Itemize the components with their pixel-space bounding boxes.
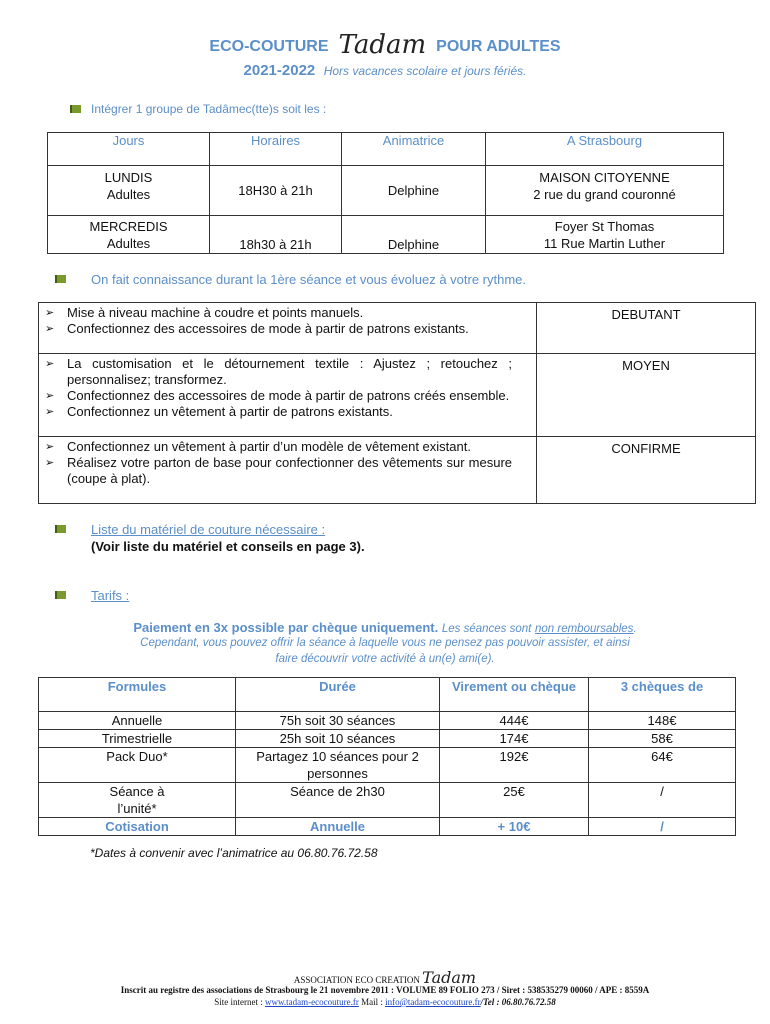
cotisation-duree: Annuelle <box>236 818 440 836</box>
green-bullet-icon <box>55 275 66 283</box>
green-bullet-icon <box>55 525 66 533</box>
hours-cell: 18H30 à 21h <box>210 166 342 216</box>
formule-cell: Pack Duo* <box>39 748 236 783</box>
level-content <box>39 354 537 437</box>
table-row <box>39 354 756 437</box>
footer-site-label: Site internet : <box>214 997 263 1007</box>
page-title <box>0 28 770 58</box>
website-link[interactable]: www.tadam-ecocouture.fr <box>264 997 359 1007</box>
day-cell <box>48 166 210 216</box>
cheques-cell: 64€ <box>589 748 736 783</box>
formule-cell: Annuelle <box>39 712 236 730</box>
virement-cell: 174€ <box>440 730 589 748</box>
table-row <box>48 216 724 254</box>
level-label: CONFIRME <box>537 437 756 504</box>
place-address: 11 Rue Martin Luther <box>543 236 666 251</box>
tarifs-table <box>38 677 736 836</box>
materials-note: (Voir liste du matériel et conseils en page 3). <box>91 539 365 554</box>
payment-bold: Paiement en 3x possible par chèque uniquement. <box>133 620 439 635</box>
footer-tadam-logo: Tadam <box>422 968 477 987</box>
tarifs-link[interactable]: Tarifs : <box>91 588 130 603</box>
list-item: ➢ Mise à niveau machine à coudre et points manuels. <box>45 305 512 321</box>
table-row <box>48 166 724 216</box>
teacher-cell: Delphine <box>342 166 486 216</box>
place-cell <box>486 216 724 254</box>
duree-cell: 25h soit 10 séances <box>236 730 440 748</box>
payment-italic-pre: Les séances sont <box>441 623 532 635</box>
payment-info <box>0 620 770 667</box>
green-bullet-icon <box>70 105 81 113</box>
level-content <box>39 303 537 354</box>
footer-mail-label: Mail : <box>361 997 383 1007</box>
table-row <box>39 783 736 818</box>
col-animatrice: Animatrice <box>342 133 486 166</box>
email-link[interactable]: info@tadam-ecocouture.fr <box>385 997 481 1007</box>
non-refundable-link[interactable]: non remboursables <box>534 623 634 635</box>
cheques-cell: 58€ <box>589 730 736 748</box>
col-formules: Formules <box>39 678 236 712</box>
list-item: ➢ Confectionnez un vêtement à partir de patrons existants. <box>45 404 512 420</box>
hours-cell: 18h30 à 21h <box>210 216 342 254</box>
levels-table <box>38 302 756 504</box>
col-lieu: A Strasbourg <box>486 133 724 166</box>
season-year: 2021-2022 <box>243 62 316 79</box>
list-item: ➢ Réalisez votre parton de base pour confectionner des vêtements sur mesure (coupe à plat). <box>45 455 512 487</box>
cheques-cell: / <box>589 783 736 818</box>
duree-cell: Séance de 2h30 <box>236 783 440 818</box>
cotisation-label: Cotisation <box>39 818 236 836</box>
title-right: POUR ADULTES <box>436 38 561 55</box>
table-row <box>39 748 736 783</box>
table-row <box>39 303 756 354</box>
formule-cell: Séance à l’unité* <box>39 783 236 818</box>
season-note: Hors vacances scolaire et jours fériés. <box>323 64 527 78</box>
duree-cell: 75h soit 30 séances <box>236 712 440 730</box>
payment-line3: faire découvrir votre activité à un(e) ami(e). <box>275 653 495 665</box>
schedule-table <box>47 132 724 254</box>
footnote: *Dates à convenir avec l’animatrice au 06.80.76.72.58 <box>90 846 378 860</box>
green-bullet-icon <box>55 591 66 599</box>
footer-assoc-name: ASSOCIATION ECO CREATION <box>293 975 420 985</box>
table-row <box>39 437 756 504</box>
list-item: ➢ Confectionnez des accessoires de mode à partir de patrons existants. <box>45 321 512 337</box>
footer-tel: /Tel : 06.80.76.72.58 <box>480 997 556 1007</box>
cotisation-price: + 10€ <box>440 818 589 836</box>
level-content <box>39 437 537 504</box>
day-name: LUNDIS <box>104 170 153 185</box>
footer-registry: Inscrit au registre des associations de Strasbourg le 21 novembre 2011 : VOLUME 89 FOLIO 273 / Siret : 538535279 00060 / APE : 8559A <box>120 985 650 995</box>
duree-cell: Partagez 10 séances pour 2 personnes <box>236 748 440 783</box>
level-label: DEBUTANT <box>537 303 756 354</box>
list-item: ➢ La customisation et le détournement textile : Ajustez ; retouchez ; personnalisez; transformez. <box>45 356 512 388</box>
col-jours: Jours <box>48 133 210 166</box>
table-row <box>39 730 736 748</box>
cheques-cell: 148€ <box>589 712 736 730</box>
place-cell <box>486 166 724 216</box>
payment-line2: Cependant, vous pouvez offrir la séance à laquelle vous ne pensez pas pouvoir assister, et ainsi <box>140 637 630 649</box>
table-row <box>39 712 736 730</box>
place-address: 2 rue du grand couronné <box>533 187 676 202</box>
title-left: ECO-COUTURE <box>209 38 329 55</box>
materials-link[interactable]: Liste du matériel de couture nécessaire : <box>91 522 326 537</box>
virement-cell: 444€ <box>440 712 589 730</box>
footer-contact <box>0 997 770 1007</box>
list-item: ➢ Confectionnez des accessoires de mode à partir de patrons créés ensemble. <box>45 388 512 404</box>
level-label: MOYEN <box>537 354 756 437</box>
formule-cell: Trimestrielle <box>39 730 236 748</box>
col-cheques: 3 chèques de <box>589 678 736 712</box>
virement-cell: 192€ <box>440 748 589 783</box>
section-groups-text: Intégrer 1 groupe de Tadâmec(tte)s soit les : <box>91 102 327 116</box>
teacher-cell: Delphine <box>342 216 486 254</box>
place-name: MAISON CITOYENNE <box>539 170 670 185</box>
cotisation-cheques: / <box>589 818 736 836</box>
season-line <box>0 62 770 80</box>
col-virement: Virement ou chèque <box>440 678 589 712</box>
day-audience: Adultes <box>106 236 151 251</box>
virement-cell: 25€ <box>440 783 589 818</box>
tadam-logo: Tadam <box>338 30 427 60</box>
day-audience: Adultes <box>106 187 151 202</box>
cotisation-row <box>39 818 736 836</box>
col-horaires: Horaires <box>210 133 342 166</box>
section-levels-text: On fait connaissance durant la 1ère séance et vous évoluez à votre rythme. <box>91 272 527 287</box>
payment-italic-end: . <box>633 623 637 635</box>
day-cell <box>48 216 210 254</box>
place-name: Foyer St Thomas <box>554 219 655 234</box>
day-name: MERCREDIS <box>89 219 168 234</box>
col-duree: Durée <box>236 678 440 712</box>
list-item: ➢ Confectionnez un vêtement à partir d’un modèle de vêtement existant. <box>45 439 512 455</box>
